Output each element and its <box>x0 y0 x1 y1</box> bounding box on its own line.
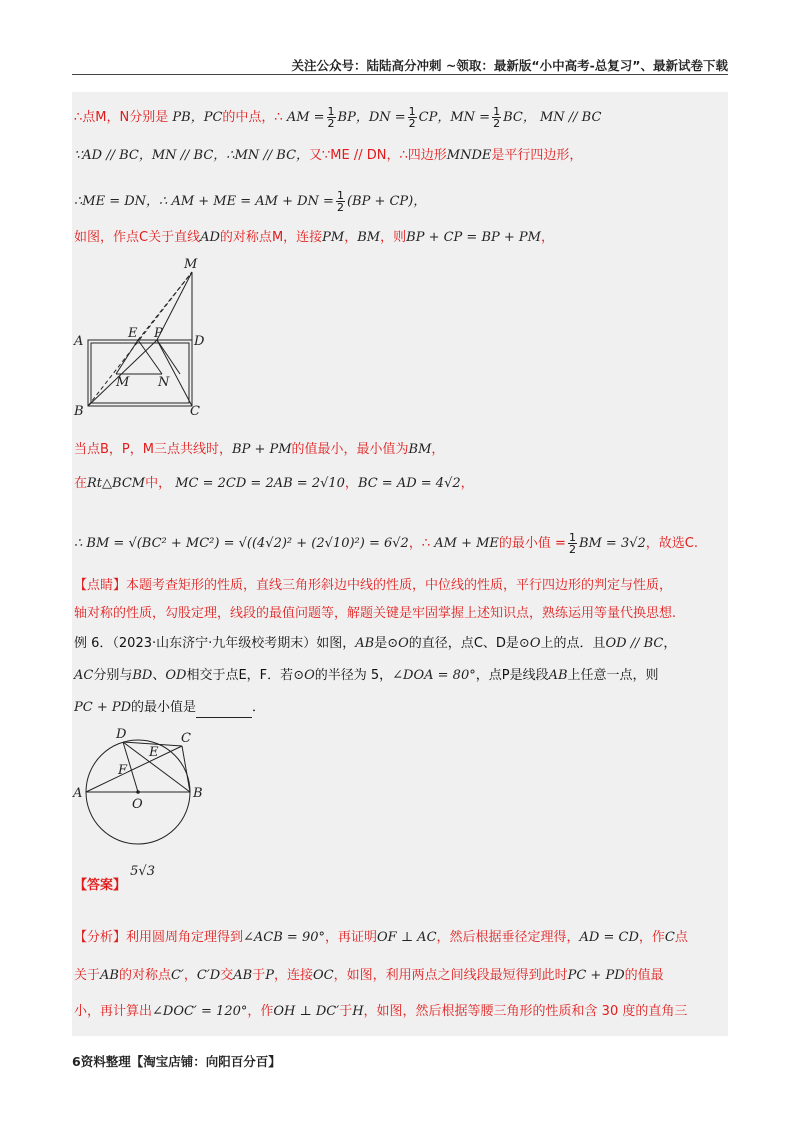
math: AM + ME = AM + DN = <box>171 194 334 209</box>
text: ，作 <box>247 1004 274 1019</box>
example-line-1: 例 6．（2023·山东济宁·九年级校考期末）如图，AB是⊙O的直径，点C、D是⊙O上的点．且OD // BC， <box>74 636 677 651</box>
math: AD = CD <box>579 930 639 945</box>
math: AD <box>200 230 220 245</box>
text: ， <box>344 476 358 491</box>
math: BM = √(BC² + MC²) = √((4√2)² + (2√10)²) = 6√2 <box>86 536 409 551</box>
math: CP，MN = <box>418 110 491 125</box>
math: ⊙O <box>293 668 315 683</box>
segment-EM-dashed <box>138 272 192 340</box>
segment-BC <box>182 746 190 792</box>
footer-text: 资料整理【淘宝店铺：向阳百分百】 <box>80 1054 281 1069</box>
text: 、 <box>152 668 166 683</box>
text: ， <box>183 968 197 983</box>
text: M <box>271 230 284 245</box>
math: AM + ME <box>434 536 499 551</box>
label-M-top: M <box>184 257 198 272</box>
text: 在 <box>74 476 88 491</box>
label-B: B <box>193 786 203 801</box>
label-E: E <box>149 745 159 760</box>
text: 的最小值是 <box>131 700 197 715</box>
segment-PC <box>157 340 192 406</box>
math: ∠ACB = 90° <box>243 930 325 945</box>
rectangle-figure <box>72 252 212 422</box>
label-D: D <box>194 334 205 349</box>
solution-line-2 <box>74 146 582 166</box>
math: PM <box>322 230 345 245</box>
text: 当点 <box>74 442 101 457</box>
text: 交 <box>220 968 234 983</box>
text: ，如图，然后根据等腰三角形的性质和含 30 度的直角三 <box>363 1004 688 1019</box>
text: 【分析】利用圆周角定理得到 <box>74 930 244 945</box>
text: 是 <box>505 636 519 651</box>
solution-line-7 <box>74 532 698 555</box>
fraction: $\frac{1}{2}$ <box>568 531 576 556</box>
text: 是线段 <box>509 668 549 683</box>
text: 的对称点 <box>118 968 171 983</box>
math: ⊙O <box>387 636 409 651</box>
text: ∴点 <box>74 110 96 125</box>
fraction: $\frac{1}{2}$ <box>336 189 344 214</box>
solution-line-3 <box>74 190 426 213</box>
text: ，则 <box>380 230 407 245</box>
solution-line-4: 如图，作点C关于直线AD的对称点M，连接PM，BM，则BP + CP = BP + PM， <box>74 230 554 245</box>
math: MC = 2CD = 2AB = 2√10 <box>175 476 345 491</box>
page-number: 6 <box>72 1054 81 1069</box>
math: OC <box>312 968 334 983</box>
text: 分别与 <box>93 668 133 683</box>
text: ，再证明 <box>325 930 378 945</box>
text: P <box>501 668 510 683</box>
text: 的最小值 = <box>498 536 566 551</box>
text: ，连接 <box>283 230 323 245</box>
math: BM <box>408 442 432 457</box>
circle-figure <box>72 722 222 852</box>
text: 分别是 <box>129 110 169 125</box>
text: E，F <box>238 668 268 683</box>
math: PC + PD <box>74 700 132 715</box>
text: 的直径，点 <box>408 636 474 651</box>
math: C′D <box>196 968 221 983</box>
analysis-line-2 <box>74 966 664 986</box>
math: ∴ME = DN，∴ <box>74 194 168 209</box>
example-line-3 <box>74 698 265 718</box>
text: 于 <box>339 1004 353 1019</box>
text: M，N <box>95 110 130 125</box>
remark-line-2: 轴对称的性质，勾股定理，线段的最值问题等，解题关键是牢固掌握上述知识点，熟练运用等量代换思想. <box>74 606 677 621</box>
text: ，作 <box>638 930 665 945</box>
math: BP + PM <box>232 442 292 457</box>
text: ，∴ <box>408 536 431 551</box>
math: AB <box>100 968 119 983</box>
math: ∵AD // BC，MN // BC，∴MN // BC， <box>74 148 310 163</box>
segment-PN <box>157 340 180 374</box>
math: Rt△BCM <box>87 476 146 491</box>
text: 关于直线 <box>148 230 201 245</box>
header-rule <box>72 74 728 75</box>
math: OH ⊥ DC′ <box>273 1004 340 1019</box>
math: BC = AD = 4√2 <box>357 476 461 491</box>
solution-line-5: 当点B，P，M三点共线时，BP + PM的值最小，最小值为BM， <box>74 442 445 457</box>
solution-line-1 <box>74 106 601 129</box>
text: C、D <box>473 636 506 651</box>
text: 的半径为 5， <box>314 668 393 683</box>
math: BM = 3√2 <box>578 536 646 551</box>
math: PB，PC <box>172 110 223 125</box>
fraction: $\frac{1}{2}$ <box>408 105 416 130</box>
math: PC + PD <box>567 968 625 983</box>
label-D: D <box>116 727 127 742</box>
text: ，如图，利用两点之间线段最短得到此时 <box>333 968 568 983</box>
label-A: A <box>74 334 84 349</box>
text: ，故选C. <box>645 536 699 551</box>
label-C: C <box>190 404 200 419</box>
math: MN // BC <box>539 110 602 125</box>
center-point <box>136 790 140 794</box>
text: 的对称点 <box>219 230 272 245</box>
text: B，P，M <box>100 442 154 457</box>
segment-AC <box>86 746 182 792</box>
answer-blank[interactable] <box>196 703 252 718</box>
page-header: 关注公众号：陆陆高分冲刺 ~领取：最新版“小中高考-总复习”、最新试卷下载 <box>291 58 728 73</box>
text: ． <box>252 700 266 715</box>
remark-line-1: 【点睛】本题考查矩形的性质，直线三角形斜边中线的性质，中位线的性质，平行四边形的判定与性质， <box>74 578 673 593</box>
math: C <box>664 930 675 945</box>
math: AC <box>74 668 94 683</box>
text: 是 <box>374 636 388 651</box>
text: 的值最 <box>624 968 664 983</box>
math: BC， <box>503 110 536 125</box>
math: ∠DOA = 80° <box>392 668 476 683</box>
text: ，点 <box>475 668 502 683</box>
label-E: E <box>128 326 138 341</box>
math: (BP + CP)， <box>346 194 427 209</box>
text: 又∵ME // DN，∴四边形 <box>309 148 447 163</box>
text: ， <box>344 230 358 245</box>
math: BD <box>132 668 153 683</box>
text: 上的点．且 <box>540 636 606 651</box>
label-B: B <box>74 404 84 419</box>
text: 是平行四边形， <box>491 148 583 163</box>
analysis-line-1 <box>74 928 688 948</box>
text: 关于 <box>74 968 101 983</box>
label-N: N <box>158 375 170 390</box>
math: AB <box>548 668 568 683</box>
label-P: P <box>154 326 163 341</box>
label-O: O <box>132 797 143 812</box>
answer-value: 5√3 <box>130 864 155 879</box>
text: 中， <box>145 476 172 491</box>
text: 如图，作点 <box>74 230 140 245</box>
segment-BP <box>88 340 157 406</box>
page-footer <box>72 1052 281 1070</box>
math: ∴ <box>74 536 83 551</box>
segment-EN <box>138 340 162 374</box>
text: 上任意一点，则 <box>567 668 659 683</box>
text: 小，再计算出 <box>74 1004 153 1019</box>
answer-line <box>74 864 155 896</box>
text: 的值最小，最小值为 <box>291 442 409 457</box>
example-line-2 <box>74 666 659 686</box>
math: ∠DOC′ = 120° <box>152 1004 248 1019</box>
text: 于 <box>252 968 266 983</box>
text: ．若 <box>267 668 294 683</box>
math: OD <box>165 668 187 683</box>
math: AM = <box>286 110 325 125</box>
segment-BM-dashed <box>88 272 192 406</box>
solution-line-6: 在Rt△BCM中， MC = 2CD = 2AB = 2√10，BC = AD = 4√2， <box>74 476 474 491</box>
math: OD // BC <box>605 636 664 651</box>
math: BM <box>357 230 381 245</box>
text: ，连接 <box>273 968 313 983</box>
label-M: M <box>116 375 130 390</box>
text: ，然后根据垂径定理得， <box>436 930 580 945</box>
label-C: C <box>181 731 191 746</box>
rect-ABCD <box>88 340 192 406</box>
math: C′ <box>170 968 184 983</box>
label-F: F <box>118 763 128 778</box>
math: AB <box>355 636 375 651</box>
text: 相交于点 <box>186 668 239 683</box>
text: C <box>139 230 149 245</box>
text: 点 <box>674 930 688 945</box>
text: 三点共线时， <box>154 442 233 457</box>
label-A: A <box>73 786 83 801</box>
analysis-line-3 <box>74 1002 687 1022</box>
math: BP，DN = <box>337 110 406 125</box>
math: H <box>352 1004 364 1019</box>
fraction: $\frac{1}{2}$ <box>493 105 501 130</box>
math: BP + CP = BP + PM <box>406 230 541 245</box>
math: ⊙O <box>518 636 541 651</box>
fraction: $\frac{1}{2}$ <box>327 105 335 130</box>
answer-label: 【答案】 <box>74 878 127 893</box>
math: MNDE <box>446 148 492 163</box>
text: 例 6．（2023·山东济宁·九年级校考期末）如图， <box>74 636 356 651</box>
math: P <box>265 968 274 983</box>
math: AB <box>233 968 253 983</box>
math: OF ⊥ AC <box>377 930 437 945</box>
text: 的中点，∴ <box>222 110 283 125</box>
